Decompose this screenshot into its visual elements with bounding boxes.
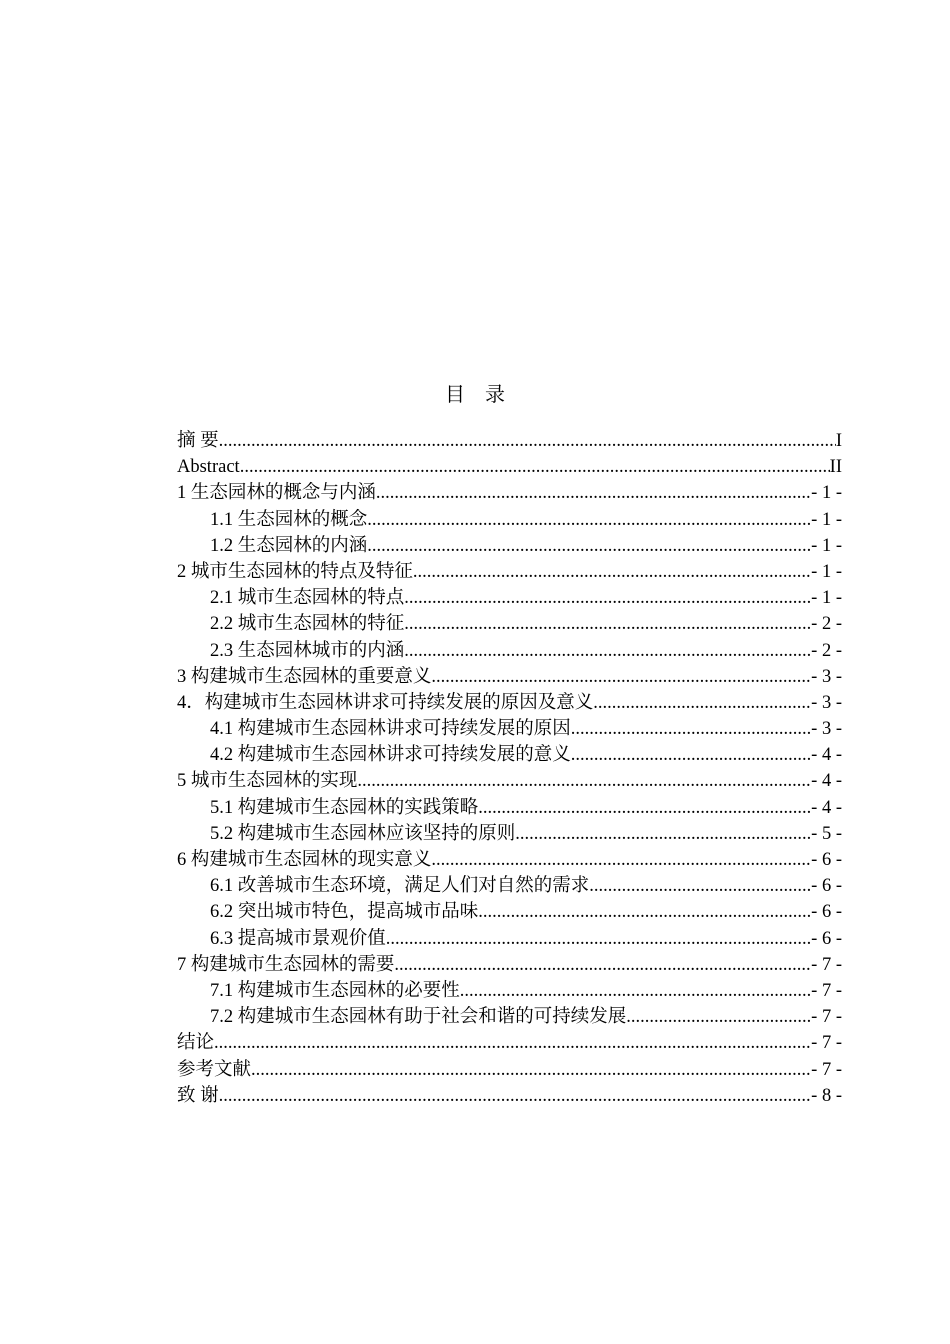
- toc-entry-title: 摘 要: [177, 431, 219, 451]
- toc-entry-title: 6.3 提高城市景观价值: [210, 928, 386, 949]
- toc-entry[interactable]: [177, 795, 842, 821]
- toc-dot-leader: [589, 873, 811, 899]
- toc-dot-leader: [413, 559, 811, 585]
- toc-entry[interactable]: [177, 1083, 842, 1109]
- toc-page-number: - 2 -: [811, 614, 842, 635]
- toc-page-number: - 3 -: [811, 666, 842, 687]
- toc-dot-leader: [219, 428, 836, 454]
- toc-dot-leader: [626, 1004, 811, 1030]
- toc-entry-title: 6 构建城市生态园林的现实意义: [177, 850, 432, 870]
- toc-entry-title: 致 谢: [177, 1085, 219, 1106]
- toc-entry[interactable]: [177, 1004, 842, 1030]
- toc-page-number: - 4 -: [811, 771, 842, 792]
- toc-page-number: - 6 -: [811, 902, 842, 923]
- toc-entry-title: 6.2 突出城市特色，提高城市品味: [210, 902, 479, 923]
- toc-entry-title: 2.1 城市生态园林的特点: [210, 588, 405, 609]
- toc-entry-title: 5 城市生态园林的实现: [177, 771, 358, 792]
- toc-page-number: - 2 -: [811, 640, 842, 661]
- toc-entry-title: 1 生态园林的概念与内涵: [177, 483, 376, 504]
- toc-entry[interactable]: [177, 926, 842, 952]
- toc-page-number: - 1 -: [811, 535, 842, 556]
- toc-page-number: II: [829, 457, 842, 478]
- toc-entry-title: 5.1 构建城市生态园林的实践策略: [210, 797, 479, 818]
- toc-page-number: - 3 -: [811, 692, 842, 713]
- toc-entry[interactable]: [177, 952, 842, 978]
- toc-dot-leader: [357, 768, 811, 794]
- toc-entry[interactable]: [177, 638, 842, 664]
- toc-entry[interactable]: [177, 507, 842, 533]
- toc-dot-leader: [460, 978, 811, 1004]
- toc-entry[interactable]: [177, 585, 842, 611]
- toc-entry[interactable]: [177, 664, 842, 690]
- toc-dot-leader: [478, 899, 811, 925]
- toc-dot-leader: [404, 585, 811, 611]
- page-title: [0, 383, 950, 407]
- toc-page-number: - 5 -: [811, 823, 842, 844]
- toc-page-number: - 1 -: [811, 561, 842, 582]
- toc-dot-leader: [394, 952, 811, 978]
- toc-page-number: - 6 -: [811, 850, 842, 870]
- toc-dot-leader: [219, 1083, 812, 1109]
- toc-entry[interactable]: [177, 716, 842, 742]
- toc-entry[interactable]: [177, 480, 842, 506]
- toc-entry-title: 参考文献: [177, 1059, 252, 1080]
- toc-entry-title: 5.2 构建城市生态园林应该坚持的原则: [210, 823, 516, 844]
- toc-dot-leader: [251, 1057, 811, 1083]
- toc-entry-title: 7.1 构建城市生态园林的必要性: [210, 980, 460, 1001]
- toc-entry[interactable]: [177, 899, 842, 925]
- toc-dot-leader: [240, 454, 830, 480]
- toc-page-number: - 7 -: [811, 1059, 842, 1080]
- toc-page-number: - 7 -: [811, 980, 842, 1001]
- toc-entry-title: Abstract: [177, 457, 240, 478]
- toc-page-number: - 1 -: [811, 588, 842, 609]
- toc-page-number: - 1 -: [811, 509, 842, 530]
- toc-entry-title: 7 构建城市生态园林的需要: [177, 954, 395, 975]
- toc-entry[interactable]: [177, 847, 842, 873]
- toc-dot-leader: [367, 507, 811, 533]
- toc-entry[interactable]: [177, 1030, 842, 1056]
- toc-dot-leader: [515, 821, 811, 847]
- toc-page-number: - 4 -: [811, 745, 842, 766]
- toc-entry-title: 7.2 构建城市生态园林有助于社会和谐的可持续发展: [210, 1007, 627, 1028]
- toc-page-number: - 7 -: [811, 1007, 842, 1028]
- toc-page-number: - 1 -: [811, 483, 842, 504]
- toc-entry[interactable]: [177, 978, 842, 1004]
- toc-dot-leader: [478, 795, 811, 821]
- toc-entry-title: 1.1 生态园林的概念: [210, 509, 368, 530]
- toc-dot-leader: [571, 716, 811, 742]
- toc-dot-leader: [431, 664, 811, 690]
- table-of-contents: [177, 428, 842, 1109]
- toc-entry[interactable]: [177, 454, 842, 480]
- toc-dot-leader: [376, 480, 811, 506]
- toc-page-number: - 3 -: [811, 719, 842, 740]
- toc-page-number: - 6 -: [811, 876, 842, 897]
- toc-page-number: - 7 -: [811, 1033, 842, 1054]
- toc-entry-title: 4.1 构建城市生态园林讲求可持续发展的原因: [210, 719, 571, 740]
- toc-entry-title: 2.2 城市生态园林的特征: [210, 614, 405, 635]
- toc-entry[interactable]: [177, 611, 842, 637]
- toc-entry-title: 4.2 构建城市生态园林讲求可持续发展的意义: [210, 745, 571, 766]
- toc-entry[interactable]: [177, 559, 842, 585]
- toc-dot-leader: [214, 1030, 811, 1056]
- toc-dot-leader: [571, 742, 811, 768]
- toc-entry-title: 3 构建城市生态园林的重要意义: [177, 666, 432, 687]
- toc-entry[interactable]: [177, 821, 842, 847]
- toc-entry[interactable]: [177, 768, 842, 794]
- toc-entry-title: 2.3 生态园林城市的内涵: [210, 640, 405, 661]
- toc-dot-leader: [404, 638, 811, 664]
- toc-page-number: - 6 -: [811, 928, 842, 949]
- toc-page-number: - 4 -: [811, 797, 842, 818]
- toc-entry[interactable]: [177, 533, 842, 559]
- toc-dot-leader: [367, 533, 811, 559]
- page-title-part-1: 目: [445, 384, 465, 406]
- toc-entry[interactable]: [177, 742, 842, 768]
- page-title-part-2: 录: [485, 384, 505, 406]
- toc-dot-leader: [593, 690, 811, 716]
- toc-entry[interactable]: [177, 873, 842, 899]
- toc-page-number: - 7 -: [811, 954, 842, 975]
- toc-entry-title: 结论: [177, 1033, 215, 1054]
- toc-entry[interactable]: [177, 1057, 842, 1083]
- toc-entry[interactable]: [177, 690, 842, 716]
- toc-dot-leader: [404, 611, 811, 637]
- toc-page-number: - 8 -: [811, 1085, 842, 1106]
- toc-entry-title: 2 城市生态园林的特点及特征: [177, 561, 413, 582]
- toc-entry-title: 1.2 生态园林的内涵: [210, 535, 368, 556]
- toc-entry-title: 4．构建城市生态园林讲求可持续发展的原因及意义: [177, 692, 594, 713]
- toc-dot-leader: [431, 847, 811, 873]
- toc-entry[interactable]: [177, 428, 842, 454]
- toc-page-number: I: [835, 431, 842, 451]
- toc-dot-leader: [386, 926, 811, 952]
- toc-entry-title: 6.1 改善城市生态环境，满足人们对自然的需求: [210, 876, 590, 897]
